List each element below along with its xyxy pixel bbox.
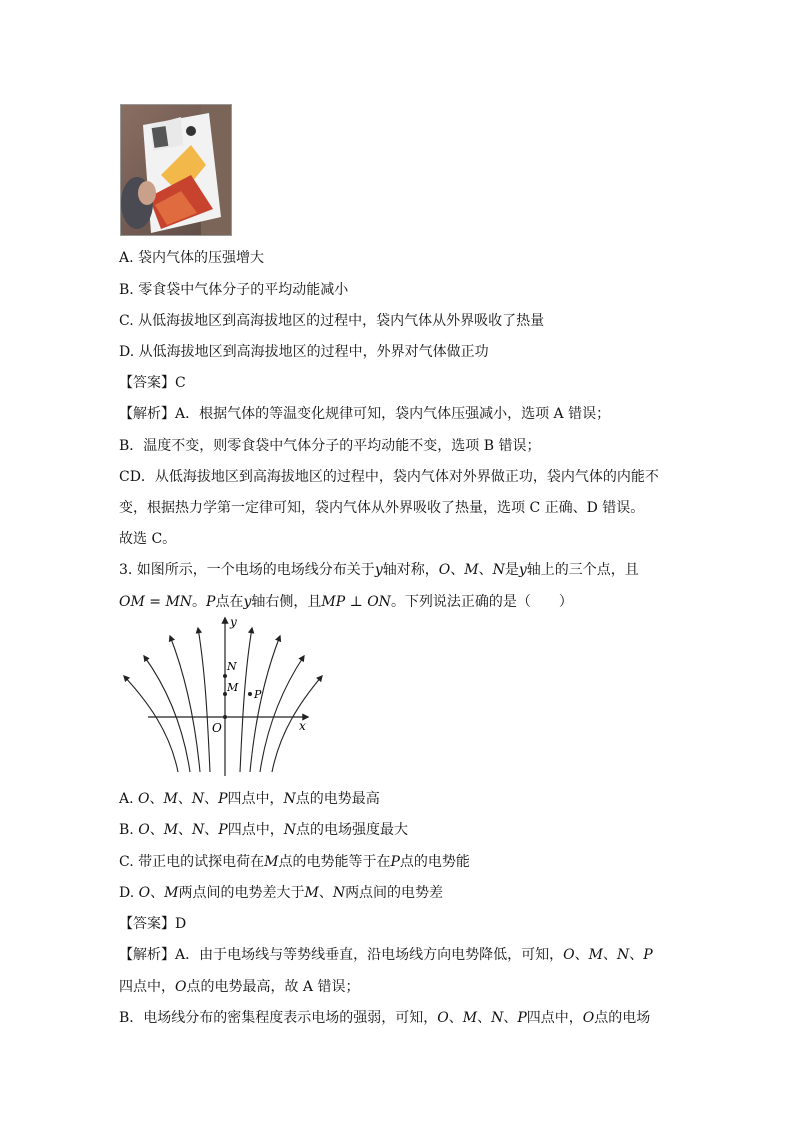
option-2b: B. 零食袋中气体分子的平均动能减小 [119,282,349,298]
field-line-left-1 [124,676,178,772]
point-n [223,674,227,678]
p-label: P [254,688,262,701]
option-2d: D. 从低海拔地区到高海拔地区的过程中，外界对气体做正功 [119,344,489,360]
field-line-left-4 [198,628,210,772]
electric-field-diagram [118,612,324,778]
analysis-2-line3: CD．从低海拔地区到高海拔地区的过程中，袋内气体对外界做正功，袋内气体的内能不 [119,469,659,485]
y-axis-label: y [230,615,237,629]
field-line-right-2 [250,636,280,772]
option-3c: C. 带正电的试探电荷在M点的电势能等于在P点的电势能 [119,854,470,870]
field-line-left-3 [170,636,200,772]
analysis-3-line2: 四点中，O点的电势最高，故 A 错误； [119,979,360,995]
option-2c: C. 从低海拔地区到高海拔地区的过程中，袋内气体从外界吸收了热量 [119,313,545,329]
option-3b: B. O、M、N、P四点中，N点的电场强度最大 [119,822,408,838]
analysis-2-line4: 变，根据热力学第一定律可知，袋内气体从外界吸收了热量，选项 C 正确、D 错误。 [119,500,645,516]
o-label: O [212,721,222,735]
analysis-2-line2: B．温度不变，则零食袋中气体分子的平均动能不变，选项 B 错误； [119,438,541,454]
answer-3: 【答案】D [119,916,187,932]
point-o [223,715,227,719]
x-axis-label: x [299,719,306,733]
snack-bag-photo [120,104,232,236]
analysis-2-line5: 故选 C。 [119,531,177,547]
answer-2: 【答案】C [119,375,186,391]
question-3-line1: 3. 如图所示，一个电场的电场线分布关于y轴对称，O、M、N是y轴上的三个点，且 [119,562,639,578]
point-p [248,692,252,696]
analysis-2-line1: 【解析】A．根据气体的等温变化规律可知，袋内气体压强减小，选项 A 错误； [119,406,611,422]
field-line-right-3 [260,656,304,772]
m-label: M [227,681,239,694]
field-line-right-4 [272,676,322,772]
analysis-3-line1: 【解析】A．由于电场线与等势线垂直，沿电场线方向电势降低，可知，O、M、N、P [119,947,653,963]
option-2a: A. 袋内气体的压强增大 [119,250,265,266]
question-3-line2: OM = MN。P点在y轴右侧，且MP ⊥ ON。下列说法正确的是（ ） [119,594,573,610]
field-line-right-1 [240,628,252,772]
n-label: N [227,660,237,673]
option-3d: D. O、M两点间的电势差大于M、N两点间的电势差 [119,885,444,901]
analysis-3-line3: B．电场线分布的密集程度表示电场的强弱，可知，O、M、N、P四点中，O点的电场 [119,1010,651,1026]
field-line-left-2 [144,656,190,772]
option-3a: A. O、M、N、P四点中，N点的电势最高 [119,791,380,807]
